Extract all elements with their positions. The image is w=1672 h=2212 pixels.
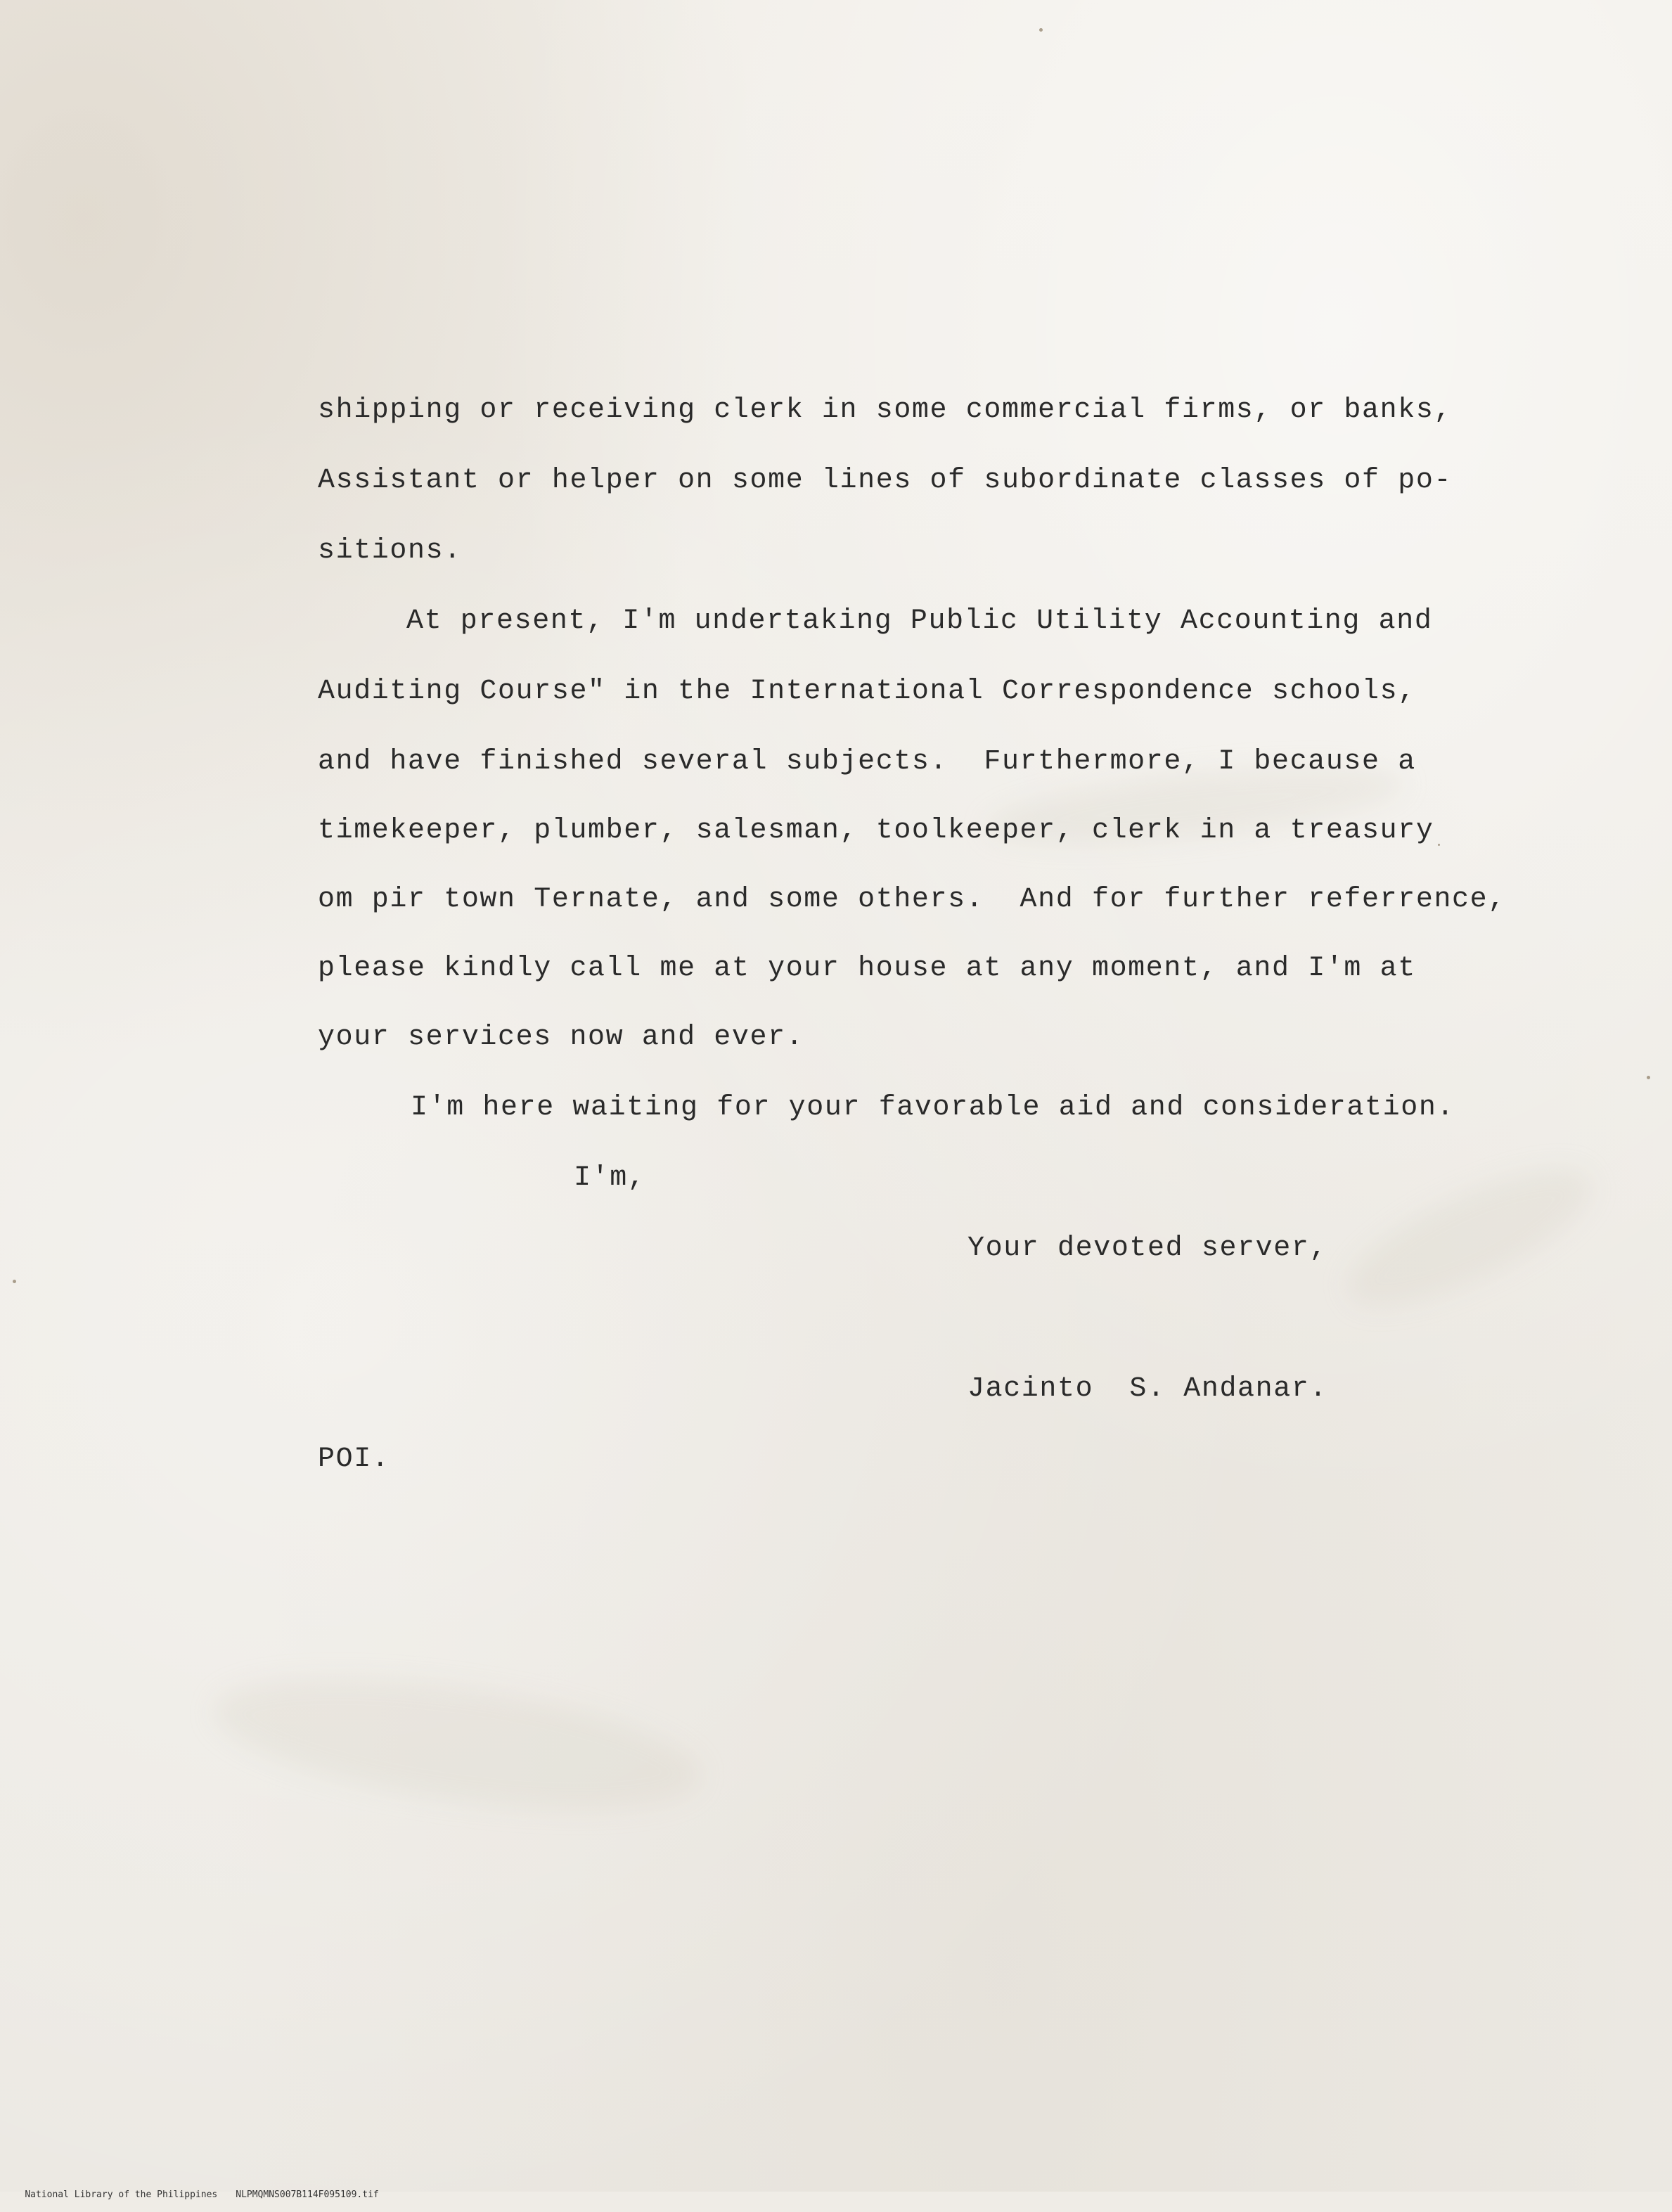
letter-line-8: om pir town Ternate, and some others. And for further referrence, (318, 884, 1506, 915)
paper-speck (13, 1280, 16, 1283)
file-id: NLPMQMNS007B114F095109.tif (236, 2190, 379, 2200)
letter-line-7: timekeeper, plumber, salesman, toolkeeper, clerk in a treasury (318, 815, 1434, 847)
paper-speck (1647, 1076, 1650, 1079)
letter-line-5: Auditing Course" in the International Correspondence schools, (318, 676, 1416, 707)
letter-line-12: I'm, (574, 1162, 646, 1194)
letter-line-9: please kindly call me at your house at any moment, and I'm at (318, 953, 1416, 984)
letter-line-10: your services now and ever. (318, 1022, 804, 1053)
letter-line-3: sitions. (318, 535, 462, 567)
letter-line-1: shipping or receiving clerk in some commercial firms, or banks, (318, 394, 1453, 426)
library-name: National Library of the Philippines (25, 2190, 218, 2200)
closing: Your devoted server, (967, 1233, 1328, 1264)
initials: POI. (318, 1443, 390, 1475)
scan-footer (3, 2178, 379, 2212)
signature: Jacinto S. Andanar. (967, 1373, 1328, 1405)
letter-line-4: At present, I'm undertaking Public Utility Accounting and (406, 605, 1433, 637)
letter-line-2: Assistant or helper on some lines of subordinate classes of po- (318, 465, 1453, 496)
paper-speck (1438, 844, 1440, 846)
paper-crease (1330, 1143, 1608, 1332)
letter-line-11: I'm here waiting for your favorable aid and consideration. (411, 1092, 1455, 1124)
paper-speck (1039, 28, 1043, 32)
letter-line-6: and have finished several subjects. Furthermore, I because a (318, 746, 1416, 778)
paper-crease (205, 1654, 708, 1834)
